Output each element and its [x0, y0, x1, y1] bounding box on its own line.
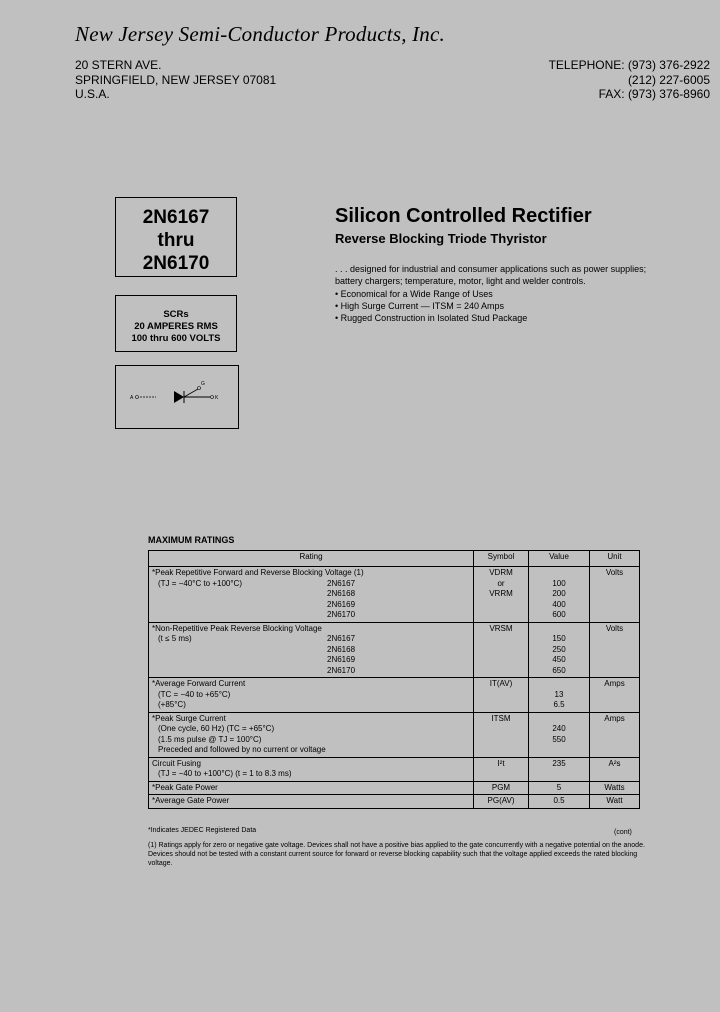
part-number-box	[115, 197, 237, 277]
rating-text: (One cycle, 60 Hz) (TC = +65°C)	[158, 724, 275, 733]
value-text: 450	[552, 655, 566, 664]
symbol-cell	[474, 795, 529, 809]
rating-text: Preceded and followed by no current or voltage	[158, 745, 326, 754]
spec-summary-box	[115, 295, 237, 352]
rating-text: *Peak Gate Power	[152, 782, 218, 792]
table-row	[149, 795, 640, 809]
unit-cell: Amps	[590, 712, 640, 757]
spec-line: SCRs	[163, 309, 189, 320]
part-number: 2N6168	[327, 644, 356, 654]
value-cell	[529, 757, 590, 781]
symbol-cell	[474, 757, 529, 781]
symbol-text: VRSM	[489, 623, 513, 633]
part-number: 2N6170	[327, 610, 356, 619]
value-text	[532, 714, 586, 725]
value-cell	[529, 712, 590, 757]
feature-list	[335, 288, 527, 324]
spec-line: 100 thru 600 VOLTS	[131, 333, 221, 344]
value-cell	[529, 567, 590, 623]
rating-cell	[149, 781, 474, 795]
feature-item: • Rugged Construction in Isolated Stud Package	[335, 312, 527, 324]
symbol-text: VRRM	[489, 589, 513, 598]
maximum-ratings-table	[148, 550, 640, 809]
anode-label: A	[130, 395, 134, 401]
value-text	[532, 624, 586, 635]
value-text: 235	[552, 758, 566, 768]
fax-line: FAX: (973) 376-8960	[598, 87, 710, 101]
value-text: 5	[556, 782, 562, 792]
feature-item: • High Surge Current — ITSM = 240 Amps	[335, 300, 527, 312]
continued-note: (cont)	[614, 829, 632, 836]
gate-label: G	[201, 381, 205, 387]
scr-symbol-box	[115, 365, 239, 429]
value-text: 550	[552, 734, 566, 744]
address-line: SPRINGFIELD, NEW JERSEY 07081	[75, 72, 277, 87]
value-cell	[529, 781, 590, 795]
part-number: 2N6170	[142, 253, 210, 274]
rating-text: *Peak Surge Current	[152, 713, 226, 723]
company-logo: New Jersey Semi-Conductor Products, Inc.	[75, 22, 445, 46]
rating-cell	[149, 757, 474, 781]
spec-line: 20 AMPERES RMS	[134, 321, 218, 332]
symbol-text: PG(AV)	[487, 796, 515, 805]
value-cell	[529, 622, 590, 678]
value-text: 13	[554, 689, 564, 699]
product-title: Silicon Controlled Rectifier	[335, 205, 592, 227]
product-description: . . . designed for industrial and consumer applications such as power supplies; battery chargers; temperature, motor, light and welder controls.	[335, 264, 647, 286]
rating-cell	[149, 712, 474, 757]
value-text: 600	[552, 610, 566, 619]
rating-text: *Average Forward Current	[152, 679, 246, 688]
address-line: 20 STERN AVE.	[75, 58, 162, 72]
address-line: U.S.A.	[75, 87, 110, 101]
value-cell	[529, 678, 590, 713]
symbol-text: ITSM	[491, 713, 511, 723]
value-text: 150	[552, 634, 566, 643]
footnote-1: (1) Ratings apply for zero or negative gate voltage. Devices shall not have a positive bias applied to the gate concurrently with a negative potential on the anode. Devices should not be tested with a constant current source for forward or reverse blocking capability such that the voltage applied exceeds the rated blocking voltage.	[148, 842, 645, 867]
unit-cell: Amps	[590, 678, 640, 713]
rating-cell	[149, 795, 474, 809]
feature-item: • Economical for a Wide Range of Uses	[335, 288, 527, 300]
symbol-text: or	[497, 578, 505, 588]
symbol-text: IT(AV)	[489, 679, 513, 688]
part-number: 2N6167	[142, 207, 210, 228]
company-address	[75, 58, 276, 102]
symbol-cell	[474, 678, 529, 713]
table-header-row	[149, 551, 640, 567]
phone-line: (212) 227-6005	[627, 72, 710, 87]
part-number: 2N6169	[327, 655, 356, 664]
value-text: 6.5	[553, 700, 565, 709]
rating-text: (TJ = −40 to +100°C) (t = 1 to 8.3 ms)	[158, 769, 292, 778]
col-header-symbol: Symbol	[474, 551, 529, 567]
table-row	[149, 678, 640, 713]
table-row	[149, 567, 640, 623]
value-text	[532, 568, 586, 579]
unit-cell: Volts	[590, 567, 640, 623]
rating-text: (TC = −40 to +65°C)	[158, 689, 231, 699]
symbol-cell	[474, 567, 529, 623]
ratings-title: MAXIMUM RATINGS	[148, 535, 235, 545]
symbol-text: I²t	[497, 758, 505, 768]
value-text	[532, 679, 586, 690]
part-number: 2N6167	[327, 578, 356, 588]
table-row	[149, 757, 640, 781]
symbol-text: PGM	[491, 782, 511, 792]
rating-text: (1.5 ms pulse @ TJ = 100°C)	[158, 734, 262, 744]
value-text: 400	[552, 599, 566, 609]
rating-text: *Non-Repetitive Peak Reverse Blocking Voltage	[152, 623, 322, 633]
unit-cell: Watts	[590, 781, 640, 795]
symbol-cell	[474, 622, 529, 678]
table-row	[149, 712, 640, 757]
value-cell	[529, 795, 590, 809]
table-row	[149, 622, 640, 678]
rating-cell	[149, 622, 474, 678]
part-number: 2N6169	[327, 599, 356, 609]
rating-text: (t ≤ 5 ms)	[158, 634, 192, 643]
part-number: 2N6170	[327, 665, 356, 675]
col-header-rating: Rating	[149, 551, 474, 567]
scr-schematic-icon	[116, 366, 238, 428]
col-header-unit: Unit	[590, 551, 640, 567]
symbol-text: VDRM	[489, 568, 513, 577]
rating-text: (+85°C)	[158, 700, 186, 709]
rating-text: Circuit Fusing	[152, 758, 201, 768]
part-number: 2N6167	[327, 634, 356, 643]
rating-text: *Peak Repetitive Forward and Reverse Blocking Voltage (1)	[152, 568, 364, 577]
value-text: 250	[552, 644, 566, 654]
value-text: 200	[552, 589, 566, 598]
company-phones	[549, 58, 710, 102]
col-header-value: Value	[529, 551, 590, 567]
product-subtitle: Reverse Blocking Triode Thyristor	[335, 231, 547, 246]
unit-cell: Volts	[590, 622, 640, 678]
part-range-word: thru	[157, 230, 195, 251]
phone-line: TELEPHONE: (973) 376-2922	[548, 58, 710, 72]
part-number: 2N6168	[327, 589, 356, 598]
rating-cell	[149, 567, 474, 623]
rating-text: (TJ = −40°C to +100°C)	[158, 578, 242, 588]
value-text: 100	[552, 578, 566, 588]
rating-cell	[149, 678, 474, 713]
unit-cell: A²s	[590, 757, 640, 781]
table-row	[149, 781, 640, 795]
rating-text: *Average Gate Power	[152, 796, 230, 805]
value-text: 650	[552, 665, 566, 675]
symbol-cell	[474, 781, 529, 795]
unit-cell: Watt	[590, 795, 640, 809]
symbol-cell	[474, 712, 529, 757]
cathode-label: K	[215, 395, 219, 401]
value-text: 0.5	[553, 796, 565, 805]
value-text: 240	[552, 724, 566, 733]
jedec-footnote: *Indicates JEDEC Registered Data	[148, 827, 257, 834]
